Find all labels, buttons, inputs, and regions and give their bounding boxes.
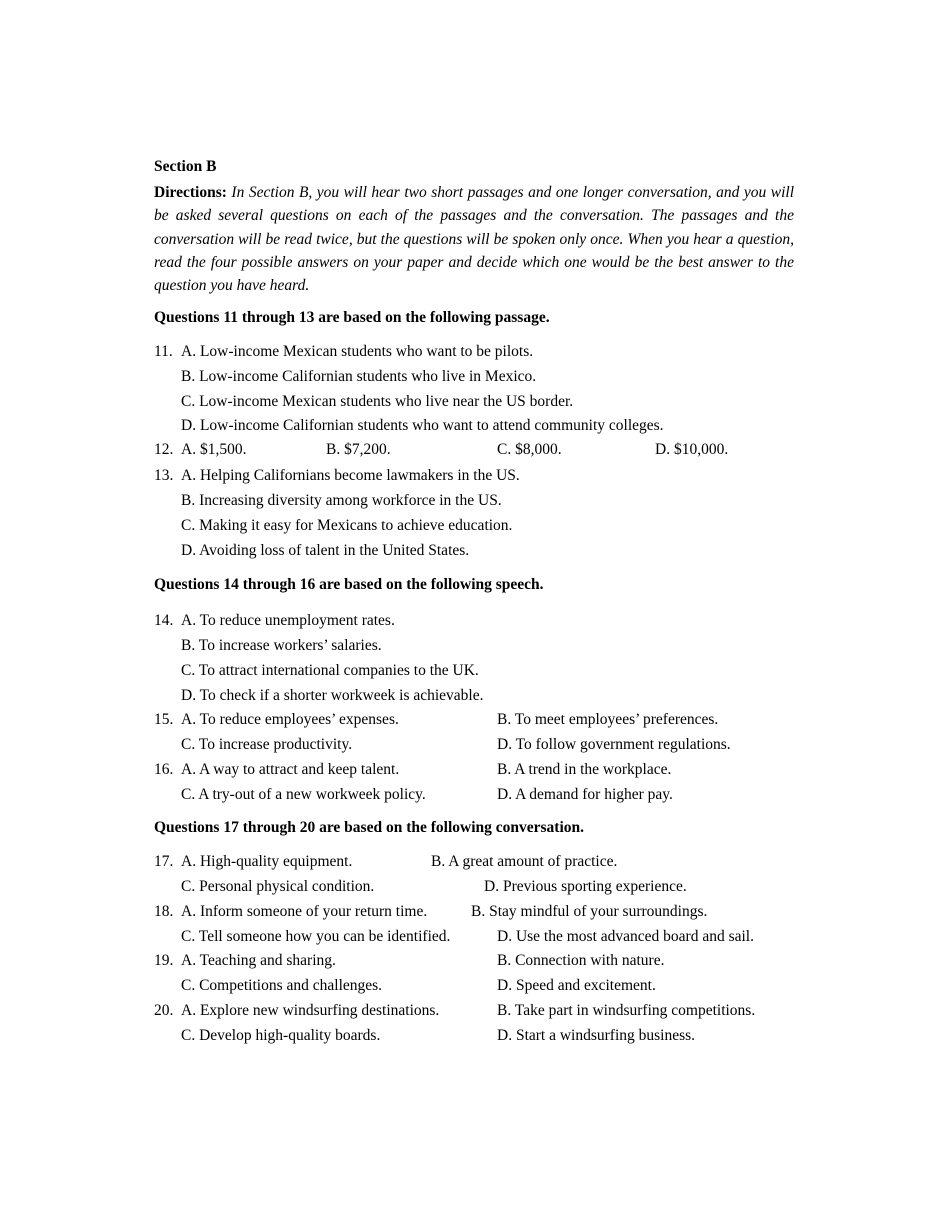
answer-option: A. A way to attract and keep talent. [181,761,400,778]
answer-option: D. To follow government regulations. [497,736,731,753]
group-heading: Questions 11 through 13 are based on the following passage. [154,309,550,326]
answer-option: C. $8,000. [497,441,562,458]
answer-option: C. Competitions and challenges. [181,977,383,994]
question-number: 12. [154,441,174,458]
question-number: 11. [154,343,173,360]
answer-option: C. Personal physical condition. [181,878,375,895]
question-number: 16. [154,761,174,778]
answer-option: C. To attract international companies to the UK. [181,662,479,679]
answer-option: C. Making it easy for Mexicans to achieve education. [181,517,513,534]
answer-option: A. High-quality equipment. [181,853,353,870]
answer-option: B. $7,200. [326,441,391,458]
answer-option: D. Start a windsurfing business. [497,1027,696,1044]
answer-option: A. Helping Californians become lawmakers in the US. [181,467,520,484]
answer-option: B. A great amount of practice. [431,853,618,870]
answer-option: B. Low-income Californian students who live in Mexico. [181,368,537,385]
answer-option: C. Develop high-quality boards. [181,1027,381,1044]
answer-option: D. A demand for higher pay. [497,786,673,803]
question-number: 20. [154,1002,174,1019]
answer-option: A. Inform someone of your return time. [181,903,428,920]
answer-option: A. To reduce unemployment rates. [181,612,395,629]
answer-option: C. Tell someone how you can be identified. [181,928,451,945]
directions-text: In Section B, you will hear two short passages and one longer conversation, and you will be asked several questions on each of the passages and the conversation. The passages and the conversation will be read twice, but the questions will be spoken only once. When you hear a question, read the four possible answers on your paper and decide which one would be the best answer to the question you have heard. [154,184,794,295]
answer-option: B. To meet employees’ preferences. [497,711,719,728]
answer-option: B. Connection with nature. [497,952,665,969]
answer-option: D. Speed and excitement. [497,977,656,994]
group-heading: Questions 14 through 16 are based on the following speech. [154,576,544,593]
question-number: 19. [154,952,174,969]
answer-option: A. Teaching and sharing. [181,952,336,969]
answer-option: B. Stay mindful of your surroundings. [471,903,708,920]
directions-label: Directions: [154,184,227,201]
answer-option: B. Increasing diversity among workforce in the US. [181,492,502,509]
answer-option: D. Avoiding loss of talent in the United States. [181,542,470,559]
question-number: 17. [154,853,174,870]
question-number: 15. [154,711,174,728]
answer-option: A. To reduce employees’ expenses. [181,711,399,728]
answer-option: D. Low-income Californian students who want to attend community colleges. [181,417,664,434]
answer-option: D. Use the most advanced board and sail. [497,928,754,945]
answer-option: C. To increase productivity. [181,736,353,753]
question-number: 14. [154,612,174,629]
question-number: 13. [154,467,174,484]
group-heading: Questions 17 through 20 are based on the following conversation. [154,819,585,836]
answer-option: A. Explore new windsurfing destinations. [181,1002,440,1019]
answer-option: D. Previous sporting experience. [484,878,687,895]
answer-option: B. To increase workers’ salaries. [181,637,382,654]
answer-option: A. Low-income Mexican students who want to be pilots. [181,343,534,360]
answer-option: C. A try-out of a new workweek policy. [181,786,426,803]
answer-option: A. $1,500. [181,441,247,458]
answer-option: D. To check if a shorter workweek is achievable. [181,687,484,704]
answer-option: B. A trend in the workplace. [497,761,672,778]
question-number: 18. [154,903,174,920]
directions-paragraph [154,181,794,297]
answer-option: B. Take part in windsurfing competitions. [497,1002,756,1019]
answer-option: C. Low-income Mexican students who live near the US border. [181,393,574,410]
section-title: Section B [154,158,217,175]
answer-option: D. $10,000. [655,441,729,458]
